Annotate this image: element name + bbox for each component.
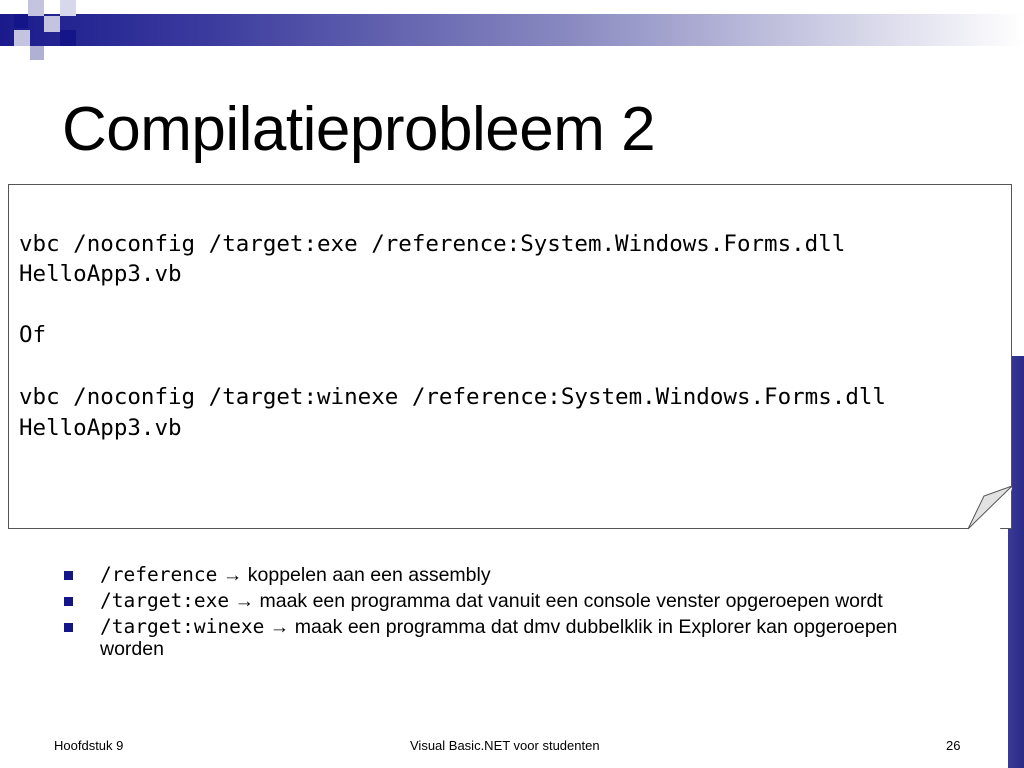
code-line: vbc /noconfig /target:winexe /reference:System.Windows.Forms.dll bbox=[19, 384, 886, 410]
deco-square bbox=[60, 0, 76, 16]
option-code: /target:exe bbox=[100, 589, 230, 612]
bullet-list bbox=[62, 564, 962, 664]
arrow-icon: → bbox=[234, 590, 255, 612]
footer-page-number: 26 bbox=[946, 738, 961, 753]
option-description: koppelen aan een assembly bbox=[247, 564, 491, 586]
option-description: maak een programma dat dmv dubbelklik in Explorer kan opgeroepen worden bbox=[100, 616, 898, 660]
option-code: /target:winexe bbox=[100, 615, 265, 638]
page-curl-icon bbox=[966, 486, 1014, 530]
footer-chapter: Hoofdstuk 9 bbox=[54, 738, 124, 753]
deco-square bbox=[14, 14, 28, 28]
deco-square bbox=[14, 30, 30, 46]
arrow-icon: → bbox=[269, 616, 290, 638]
deco-square bbox=[60, 30, 76, 46]
option-description: maak een programma dat vanuit een console venster opgeroepen wordt bbox=[259, 590, 883, 612]
code-box bbox=[8, 184, 1012, 529]
bullet-square-icon bbox=[64, 597, 73, 606]
bullet-square-icon bbox=[64, 623, 73, 632]
arrow-icon: → bbox=[222, 564, 243, 586]
deco-square bbox=[28, 0, 44, 16]
deco-square bbox=[30, 46, 44, 60]
code-line: HelloApp3.vb bbox=[19, 415, 182, 441]
list-item bbox=[62, 564, 962, 586]
bullet-square-icon bbox=[64, 571, 73, 580]
code-line: HelloApp3.vb bbox=[19, 261, 182, 287]
list-item bbox=[62, 590, 962, 612]
code-line: vbc /noconfig /target:exe /reference:System.Windows.Forms.dll bbox=[19, 231, 846, 257]
slide-title: Compilatieprobleem 2 bbox=[62, 95, 656, 164]
header-gradient-bar bbox=[0, 14, 1024, 46]
footer-course-title: Visual Basic.NET voor studenten bbox=[410, 738, 600, 753]
list-item bbox=[62, 616, 962, 660]
code-line: Of bbox=[19, 322, 47, 348]
deco-square bbox=[44, 16, 60, 32]
option-code: /reference bbox=[100, 563, 218, 586]
